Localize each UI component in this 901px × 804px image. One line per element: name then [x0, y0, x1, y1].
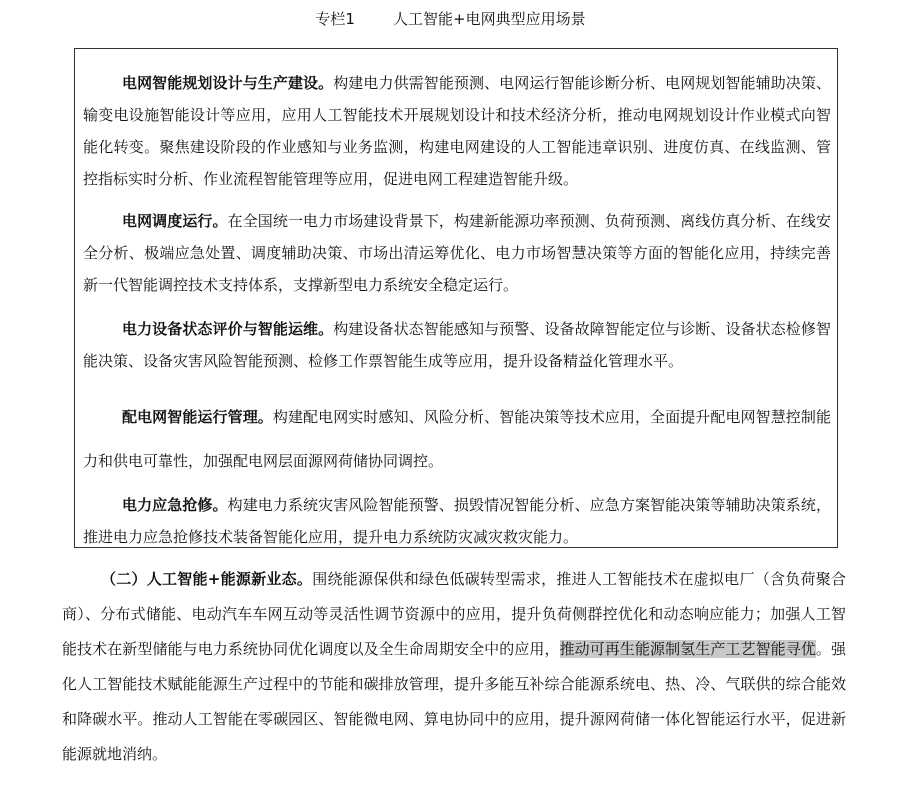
paragraph-title: 电网调度运行。	[122, 212, 228, 230]
paragraph-text: 构建电力供需智能预测、电网运行智能诊断分析、电网规划智能辅助决策、输变电设施智能设计等应用，应用人工智能技术开展规划设计和技术经济分析，推动电网规划设计作业模式向智能化转变。聚焦建设阶段的作业感知与业务监测，构建电网建设的人工智能违章识别、进度仿真、在线监测、管控指标实时分析、作业流程智能管理等应用，促进电网工程建造智能升级。	[83, 74, 831, 188]
section-text: 围绕能源保供和绿色低碳转型需求，推进人工智能技术在虚拟电厂（含负荷聚合商）、分布式储能、电动汽车车网互动等灵活性调节资源中的应用，提升负荷侧群控优化和动态响应能力；加强人工智能技术在新型储能与电力系统协同优化调度以及全生命周期安全中的应用，	[62, 570, 846, 658]
paragraph-title: 配电网智能运行管理。	[122, 408, 273, 426]
section-text-continued: 。强化人工智能技术赋能能源生产过程中的节能和碳排放管理，提升多能互补综合能源系统电、热、冷、气联供的综合能效和降碳水平。推动人工智能在零碳园区、智能微电网、算电协同中的应用，提升源网荷储一体化智能运行水平，促进新能源就地消纳。	[62, 640, 846, 763]
paragraph-text: 构建设备状态智能感知与预警、设备故障智能定位与诊断、设备状态检修智能决策、设备灾害风险智能预测、检修工作票智能生成等应用，提升设备精益化管理水平。	[83, 320, 831, 370]
highlighted-text: 推动可再生能源制氢生产工艺智能寻优	[559, 640, 816, 658]
box-paragraph	[83, 67, 831, 195]
box-paragraph	[83, 313, 831, 377]
paragraph-title: 电力设备状态评价与智能运维。	[122, 320, 334, 338]
column-box	[74, 48, 838, 548]
paragraph-text: 在全国统一电力市场建设背景下，构建新能源功率预测、负荷预测、离线仿真分析、在线安全分析、极端应急处置、调度辅助决策、市场出清运筹优化、电力市场智慧决策等方面的智能化应用，持续完善新一代智能调控技术支持体系，支撑新型电力系统安全稳定运行。	[83, 212, 831, 294]
paragraph-title: 电网智能规划设计与生产建设。	[122, 74, 334, 92]
box-caption: 专栏1 人工智能+电网典型应用场景	[315, 10, 586, 28]
box-paragraph	[83, 395, 831, 483]
section-title: （二）人工智能+能源新业态。	[101, 570, 313, 588]
paragraph-text: 构建电力系统灾害风险智能预警、损毁情况智能分析、应急方案智能决策等辅助决策系统，推进电力应急抢修技术装备智能化应用，提升电力系统防灾减灾救灾能力。	[83, 496, 831, 546]
box-paragraph	[83, 205, 831, 301]
paragraph-text: 构建配电网实时感知、风险分析、智能决策等技术应用，全面提升配电网智慧控制能力和供电可靠性，加强配电网层面源网荷储协同调控。	[83, 408, 831, 470]
paragraph-title: 电力应急抢修。	[122, 496, 228, 514]
section-paragraph	[62, 562, 846, 772]
box-paragraph	[83, 489, 831, 553]
